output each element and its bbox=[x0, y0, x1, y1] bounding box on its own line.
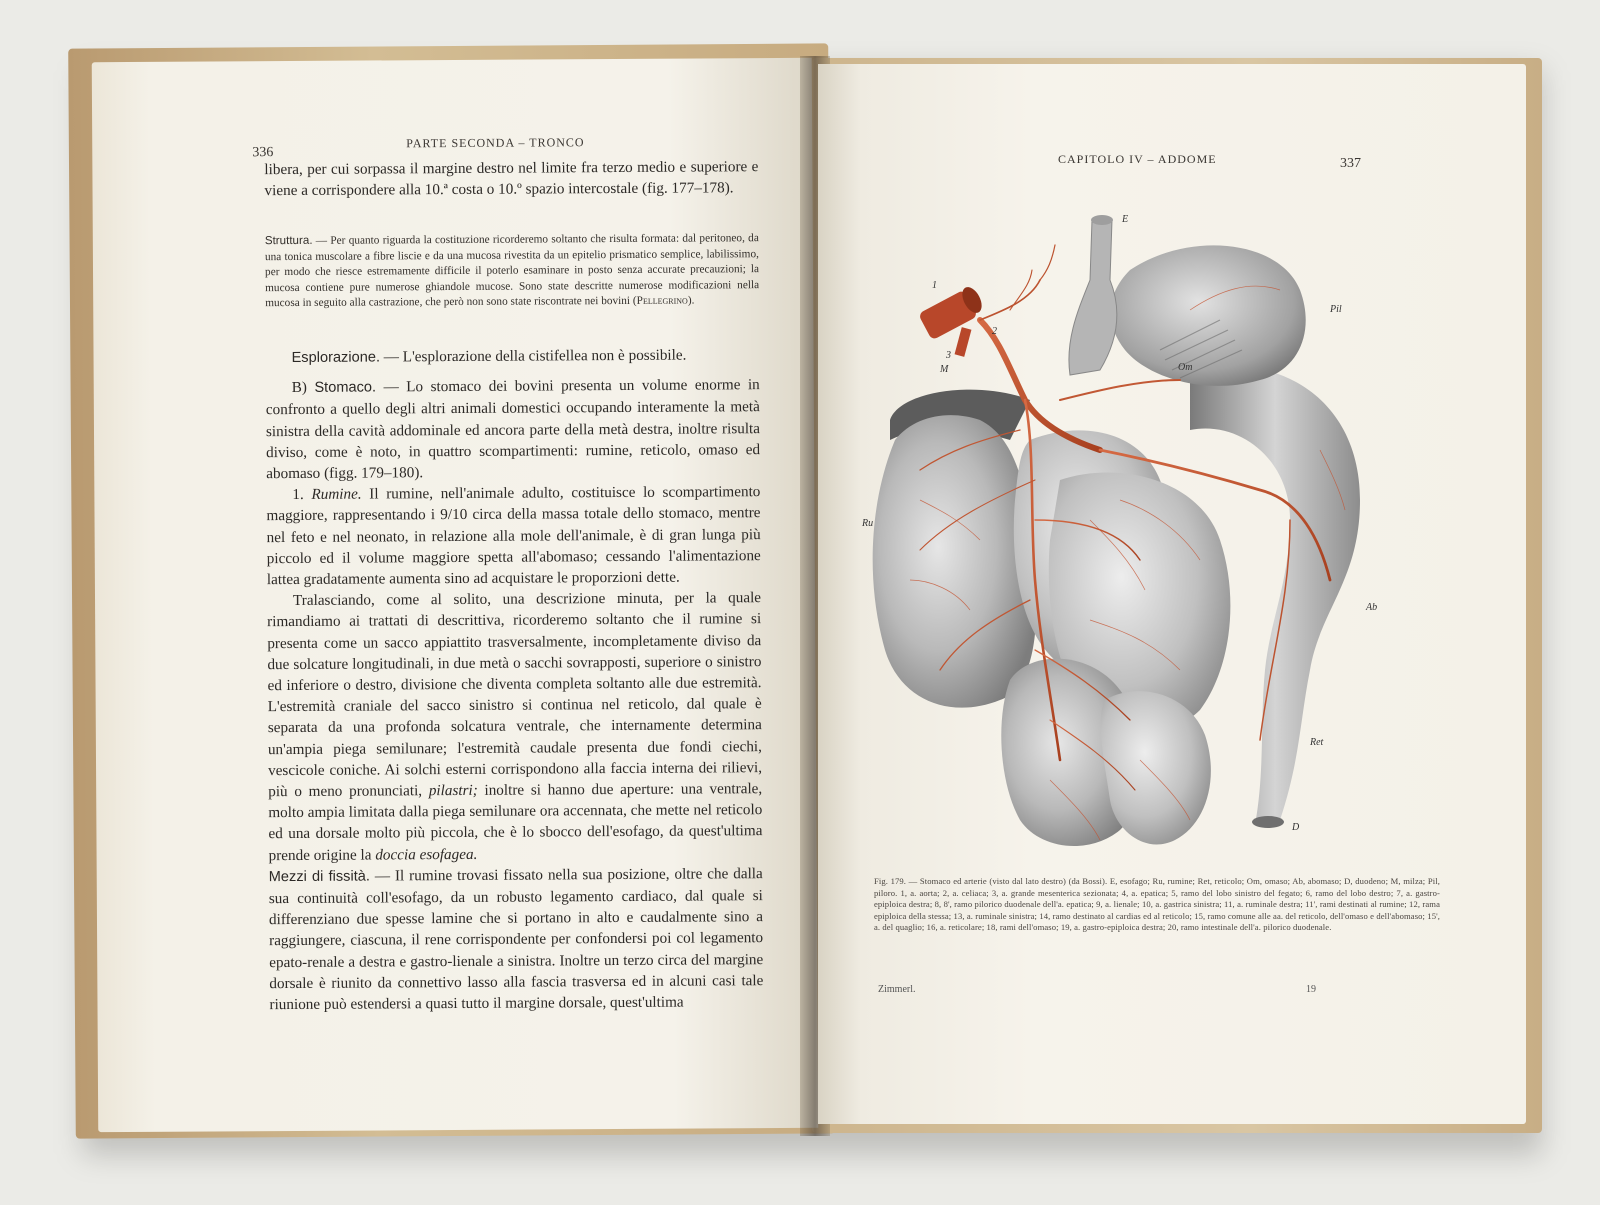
footer-signature: 19 bbox=[1306, 984, 1316, 995]
fig-label-2: 2 bbox=[992, 326, 997, 337]
struttura-paragraph bbox=[265, 230, 759, 312]
tralasciando-paragraph bbox=[267, 587, 763, 866]
rumine-label: Rumine. bbox=[311, 485, 362, 504]
esplorazione-paragraph bbox=[265, 344, 759, 369]
pilastri-term: pilastri; bbox=[428, 781, 478, 800]
tralasciando-text-b: inoltre si hanno due aperture: una ventrale, molto ampia limitata dalla piega semilunare ora accennata, che mette nel reticolo ed una dorsale molto più piccola, che è lo sbocco dell'esofago, da quest'ultima prende origine la bbox=[268, 780, 763, 864]
figure-caption: Fig. 179. — Stomaco ed arterie (visto dal lato destro) (da Bossi). E, esofago; Ru, rumine; Ret, reticolo; Om, omaso; Ab, abomaso; D, duodeno; M, milza; Pil, piloro. 1, a. aorta; 2, a. celiaca; 3, a. grande mesenterica sezionata; 4, a. epatica; 5, ramo del lobo sinistro del fegato; 6, ramo del lobo destro; 7, a. gastro-epiploica destra; 8, 8', ramo pilorico duodenale dell'a. epatica; 9, a. lienale; 10, a. gastrica sinistra; 11, a. ruminale destra; 11', rami destinati al rumine; 12, rama epiploica della stessa; 13, a. ruminale sinistra; 14, ramo destinato al cardias ed al reticolo; 15, ramo comune alle aa. del reticolo, dell'omaso e dell'abomaso; 15', a. del quaglio; 16, a. reticolare; 18, rami dell'omaso; 19, a. gastro-epiploica destra; 20, ramo intestinale dell'a. pilorico duodenale. bbox=[874, 876, 1440, 933]
esophagus-opening bbox=[1091, 215, 1113, 225]
mezzi-label: Mezzi di fissità. bbox=[268, 868, 370, 886]
left-running-head: PARTE SECONDA – TRONCO bbox=[406, 135, 585, 151]
fig-label-ret: Ret bbox=[1310, 737, 1324, 748]
aorta-stub bbox=[918, 284, 986, 357]
fig-label-d: D bbox=[1292, 822, 1300, 833]
opening-text: libera, per cui sorpassa il margine destro nel limite fra terzo medio e superiore e viene a corrispondere alla 10.ª costa o 10.º spazio intercostale (fig. 177–178). bbox=[264, 158, 759, 200]
fig-label-e: E bbox=[1122, 214, 1129, 225]
rumine-text: Il rumine, nell'animale adulto, costituisce lo scompartimento maggiore, rappresentando i 9/10 circa della massa totale dello stomaco, mentre nel feto e nel neonato, in relazione alla mole dell'animale, è di gran lunga più piccolo ed il volume maggiore spetta all'abomaso; cessando l'alimentazione lattea gradatamente aumenta sino ad acquistare le proporzioni dette. bbox=[266, 483, 761, 589]
esophagus bbox=[1069, 220, 1117, 375]
left-page bbox=[92, 58, 819, 1132]
right-page-number: 337 bbox=[1340, 156, 1361, 171]
right-running-head: CAPITOLO IV – ADDOME bbox=[1058, 152, 1217, 166]
esplorazione-label: Esplorazione. bbox=[291, 349, 381, 366]
struttura-text: — Per quanto riguarda la costituzione ricorderemo soltanto che risulta formata: dal peritoneo, da una tonica muscolare a fibre liscie e da una mucosa rivestita da un epitelio prismatico semplice, labilissimo, per modo che riesce estremamente difficile il poterlo esaminare in posto senza accurate precauzioni; la mucosa contiene pure numerose ghiandole mucose. Sono state descritte numerose modificazioni nella mucosa in seguito alla castrazione, che però non sono state riscontrate nei bovini ( bbox=[264, 232, 760, 310]
left-page-number: 336 bbox=[252, 145, 274, 161]
fig-label-ab: Ab bbox=[1366, 602, 1378, 613]
fig-label-1: 1 bbox=[932, 280, 937, 291]
stomach-illustration bbox=[860, 200, 1380, 860]
esplorazione-text: — L'esplorazione della cistifellea non è possibile. bbox=[379, 346, 687, 366]
tralasciando-text-a: Tralasciando, come al solito, una descrizione minuta, per la quale rimandiamo ai trattati di descrittiva, ricorderemo soltanto che il rumine si presenta come un sacco appiattito trasversalmente, incompletamente diviso da due solcature longitudinali, in due metà o sacchi sovrapposti, superiore o sinistro ed inferiore o destro, divisione che diventa completa soltanto alle due estremità. L'estremità craniale del sacco sinistro si continua nel reticolo, dal quale è separata da una profonda solcatura ventrale, che internamente determina un'ampia piega semilunare; l'estremità caudale presenta due fondi ciechi, vescicole coniche. Ai solchi esterni corrispondono alla faccia interna dei rilievi, più o meno pronunciati, bbox=[267, 589, 763, 801]
stomaco-prefix: B) bbox=[291, 379, 315, 397]
fig-label-om: Om bbox=[1178, 362, 1193, 373]
stomaco-label: Stomaco. bbox=[314, 379, 377, 397]
struttura-author: Pellegrino bbox=[636, 294, 688, 308]
rumen-left-sac bbox=[873, 415, 1037, 707]
stomaco-text: — Lo stomaco dei bovini presenta un volume enorme in confronto a quello degli altri animali domestici occupando interamente la metà sinistra della cavità addominale ed ancora parte della metà destra, inoltre risulta diviso, come è noto, in quattro scompartimenti: rumine, reticolo, omaso ed abomaso (figg. 179–180). bbox=[265, 376, 761, 483]
rumine-prefix: 1. bbox=[292, 486, 312, 504]
fig-label-ru: Ru bbox=[862, 518, 874, 529]
struttura-end: ). bbox=[687, 294, 695, 307]
mezzi-paragraph bbox=[269, 863, 764, 1015]
left-opening-paragraph bbox=[264, 156, 758, 201]
fig-label-3: 3 bbox=[946, 350, 951, 361]
duodenum-end bbox=[1252, 816, 1284, 828]
stomaco-paragraph bbox=[266, 374, 761, 484]
doccia-term: doccia esofagea. bbox=[375, 845, 478, 864]
left-main-text bbox=[265, 344, 763, 1015]
mezzi-text: — Il rumine trovasi fissato nella sua posizione, oltre che dalla sua continuità coll'esofago, da un robusto legamento cardiaco, dal quale si differenziano due spesse lamine che si portano in alto e caudalmente sino a raggiungere, ciascuna, il rene corrispondente per confondersi poi col legamento epato-renale a destra e gastro-lienale a sinistra. Inoltre un terzo circa del margine dorsale è riunito da connettivo lasso alla fascia trasversa ed in alcuni casi tale riunione può estendersi a quasi tutto il margine dorsale, quest'ultima bbox=[268, 865, 764, 1014]
fig-label-m: M bbox=[940, 364, 949, 375]
fig-label-pil: Pil bbox=[1330, 304, 1342, 315]
struttura-label: Struttura. bbox=[264, 233, 313, 248]
footer-author: Zimmerl. bbox=[878, 984, 916, 995]
rumine-paragraph bbox=[266, 481, 761, 590]
